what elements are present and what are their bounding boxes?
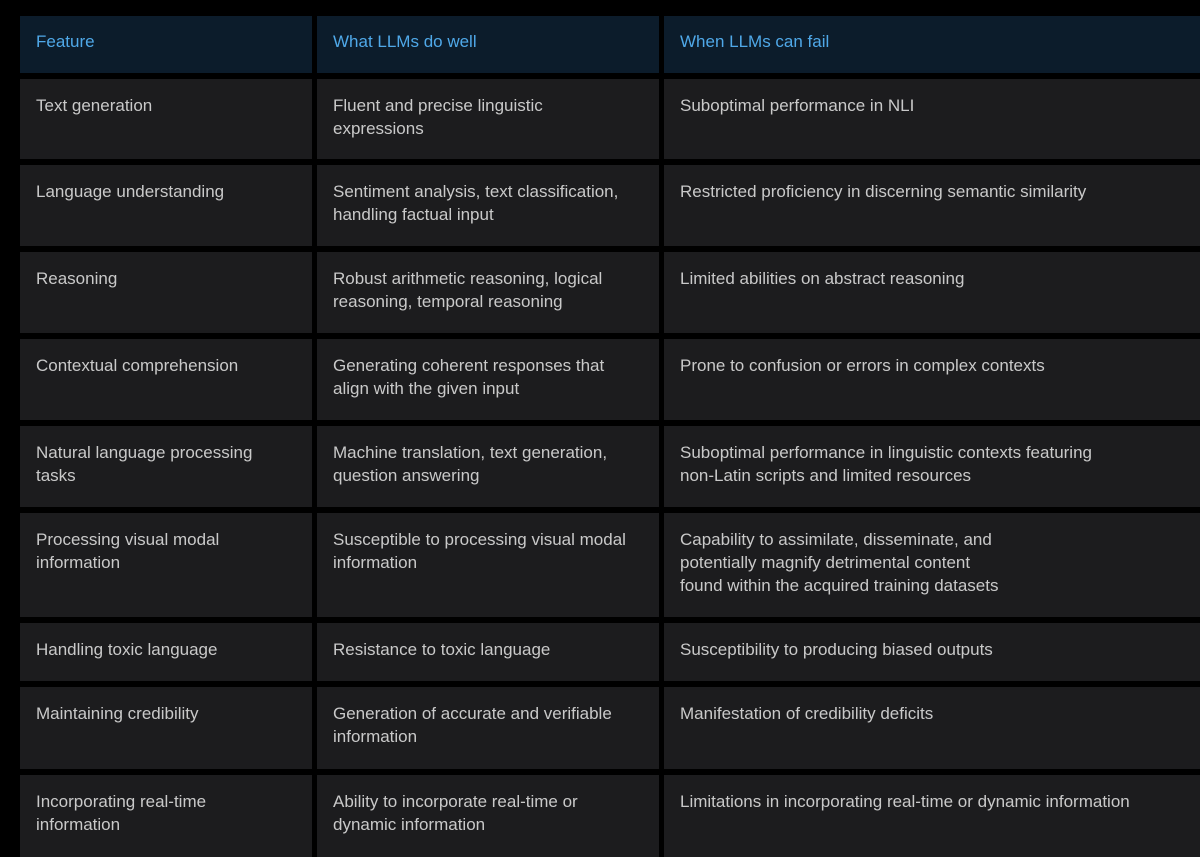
failure-cell: Suboptimal performance in NLI xyxy=(664,79,1200,159)
strength-cell: Generation of accurate and verifiable information xyxy=(317,687,659,769)
strength-cell: Robust arithmetic reasoning, logical reasoning, temporal reasoning xyxy=(317,252,659,333)
failure-cell: Suboptimal performance in linguistic contexts featuring non-Latin scripts and limited resources xyxy=(664,426,1200,507)
failure-cell: Prone to confusion or errors in complex contexts xyxy=(664,339,1200,420)
failure-cell: Susceptibility to producing biased outputs xyxy=(664,623,1200,681)
feature-cell: Handling toxic language xyxy=(20,623,312,681)
strength-cell: Generating coherent responses that align with the given input xyxy=(317,339,659,420)
feature-cell: Language understanding xyxy=(20,165,312,246)
strength-cell: Susceptible to processing visual modal information xyxy=(317,513,659,617)
feature-cell: Text generation xyxy=(20,79,312,159)
feature-cell: Natural language processing tasks xyxy=(20,426,312,507)
strength-cell: Fluent and precise linguistic expressions xyxy=(317,79,659,159)
failure-cell: Limited abilities on abstract reasoning xyxy=(664,252,1200,333)
failure-cell: Restricted proficiency in discerning semantic similarity xyxy=(664,165,1200,246)
comparison-table xyxy=(20,16,1200,857)
strength-cell: Resistance to toxic language xyxy=(317,623,659,681)
strength-cell: Machine translation, text generation, question answering xyxy=(317,426,659,507)
header-llms-do-well: What LLMs do well xyxy=(317,16,659,73)
failure-cell: Capability to assimilate, disseminate, and potentially magnify detrimental content found within the acquired training datasets xyxy=(664,513,1200,617)
feature-cell: Maintaining credibility xyxy=(20,687,312,769)
feature-cell: Contextual comprehension xyxy=(20,339,312,420)
failure-cell: Manifestation of credibility deficits xyxy=(664,687,1200,769)
strength-cell: Ability to incorporate real-time or dynamic information xyxy=(317,775,659,857)
feature-cell: Processing visual modal information xyxy=(20,513,312,617)
header-feature: Feature xyxy=(20,16,312,73)
feature-cell: Incorporating real-time information xyxy=(20,775,312,857)
strength-cell: Sentiment analysis, text classification, handling factual input xyxy=(317,165,659,246)
failure-cell: Limitations in incorporating real-time or dynamic information xyxy=(664,775,1200,857)
feature-cell: Reasoning xyxy=(20,252,312,333)
header-llms-can-fail: When LLMs can fail xyxy=(664,16,1200,73)
